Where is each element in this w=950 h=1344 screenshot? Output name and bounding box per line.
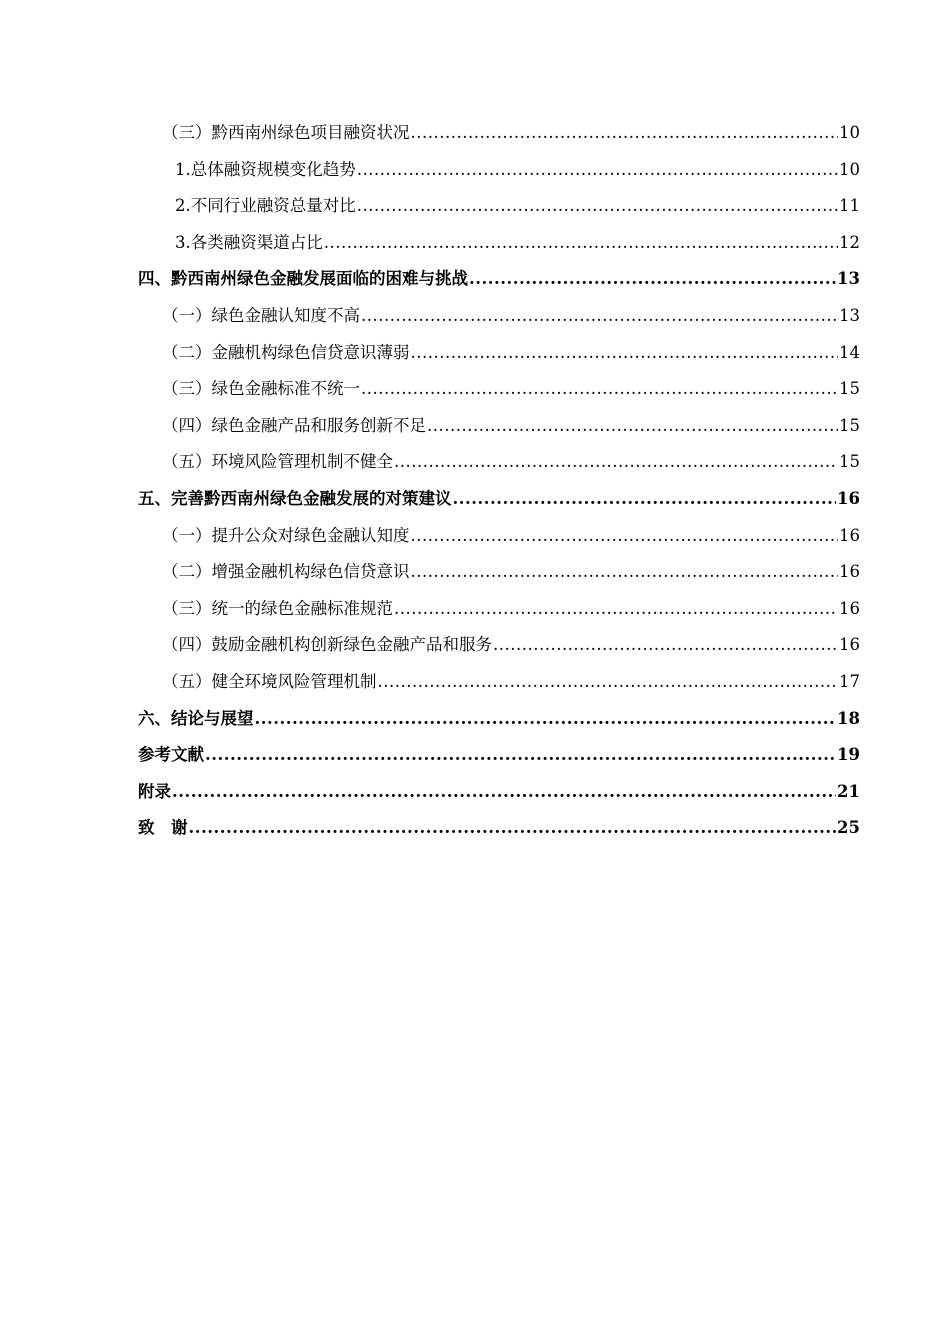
toc-entry[interactable]	[138, 118, 860, 155]
toc-entry-title: （四）绿色金融产品和服务创新不足	[162, 415, 426, 435]
toc-entry[interactable]	[138, 777, 860, 814]
toc-dot-leader	[493, 630, 838, 660]
toc-dot-leader	[357, 155, 838, 185]
toc-entry-title: 2.不同行业融资总量对比	[175, 196, 356, 216]
toc-dot-leader	[205, 740, 836, 770]
toc-entry-title: 1.总体融资规模变化趋势	[175, 159, 356, 179]
toc-entry-page: 14	[839, 342, 860, 362]
toc-entry-title: 附录	[138, 781, 171, 801]
toc-entry-page: 16	[839, 525, 860, 545]
toc-entry-title: 五、完善黔西南州绿色金融发展的对策建议	[138, 488, 452, 508]
toc-entry[interactable]	[138, 557, 860, 594]
toc-entry-title: 四、黔西南州绿色金融发展面临的困难与挑战	[138, 269, 468, 289]
toc-entry-page: 19	[837, 745, 860, 765]
toc-entry[interactable]	[138, 704, 860, 741]
toc-entry-page: 15	[839, 415, 860, 435]
toc-entry[interactable]	[138, 594, 860, 631]
toc-entry-title: （一）绿色金融认知度不高	[162, 305, 360, 325]
toc-dot-leader	[189, 813, 837, 843]
toc-entry[interactable]	[138, 813, 860, 850]
toc-entry[interactable]	[138, 740, 860, 777]
toc-entry-page: 15	[839, 379, 860, 399]
toc-entry[interactable]	[138, 191, 860, 228]
toc-dot-leader	[361, 301, 838, 331]
toc-entry-page: 16	[839, 562, 860, 582]
toc-dot-leader	[394, 594, 838, 624]
toc-entry-title: 参考文献	[138, 745, 204, 765]
toc-entry-page: 10	[839, 159, 860, 179]
toc-entry-page: 16	[839, 598, 860, 618]
toc-entry-title: （二）增强金融机构绿色信贷意识	[162, 562, 410, 582]
toc-dot-leader	[453, 484, 837, 514]
toc-entry-title: （一）提升公众对绿色金融认知度	[162, 525, 410, 545]
toc-dot-leader	[361, 374, 838, 404]
toc-dot-leader	[411, 557, 839, 587]
toc-entry-page: 13	[837, 269, 860, 289]
toc-entry[interactable]	[138, 630, 860, 667]
toc-entry[interactable]	[138, 155, 860, 192]
toc-entry[interactable]	[138, 667, 860, 704]
toc-entry-title: 3.各类融资渠道占比	[175, 232, 323, 252]
toc-entry-page: 17	[839, 671, 860, 691]
toc-dot-leader	[172, 777, 836, 807]
toc-entry[interactable]	[138, 228, 860, 265]
toc-dot-leader	[469, 264, 836, 294]
toc-entry[interactable]	[138, 447, 860, 484]
toc-entry-title: （五）健全环境风险管理机制	[162, 671, 377, 691]
toc-dot-leader	[427, 411, 838, 441]
toc-entry[interactable]	[138, 301, 860, 338]
toc-dot-leader	[411, 118, 839, 148]
toc-entry[interactable]	[138, 411, 860, 448]
toc-entry-title: （二）金融机构绿色信贷意识薄弱	[162, 342, 410, 362]
toc-entry-page: 15	[839, 452, 860, 472]
toc-dot-leader	[324, 228, 838, 258]
toc-entry-page: 10	[839, 123, 860, 142]
toc-entry-title: （三）黔西南州绿色项目融资状况	[162, 123, 410, 142]
toc-dot-leader	[394, 447, 838, 477]
toc-entry-title: （三）绿色金融标准不统一	[162, 379, 360, 399]
toc-entry-page: 13	[839, 305, 860, 325]
toc-entry-page: 16	[839, 635, 860, 655]
toc-entry-title: 六、结论与展望	[138, 708, 254, 728]
toc-dot-leader	[378, 667, 839, 697]
table-of-contents	[138, 118, 860, 850]
toc-entry[interactable]	[138, 374, 860, 411]
toc-entry[interactable]	[138, 264, 860, 301]
toc-entry-page: 11	[839, 196, 860, 216]
toc-entry-page: 25	[837, 818, 860, 838]
toc-entry-page: 21	[837, 781, 860, 801]
toc-entry[interactable]	[138, 521, 860, 558]
toc-dot-leader	[255, 704, 837, 734]
toc-entry-title: （三）统一的绿色金融标准规范	[162, 598, 393, 618]
toc-entry-title: （五）环境风险管理机制不健全	[162, 452, 393, 472]
toc-dot-leader	[411, 338, 839, 368]
toc-dot-leader	[357, 191, 838, 221]
toc-dot-leader	[411, 521, 839, 551]
toc-entry[interactable]	[138, 338, 860, 375]
toc-entry-title: 致 谢	[138, 818, 188, 838]
toc-entry-page: 16	[837, 488, 860, 508]
toc-entry[interactable]	[138, 484, 860, 521]
toc-entry-page: 12	[839, 232, 860, 252]
toc-entry-page: 18	[837, 708, 860, 728]
toc-entry-title: （四）鼓励金融机构创新绿色金融产品和服务	[162, 635, 492, 655]
